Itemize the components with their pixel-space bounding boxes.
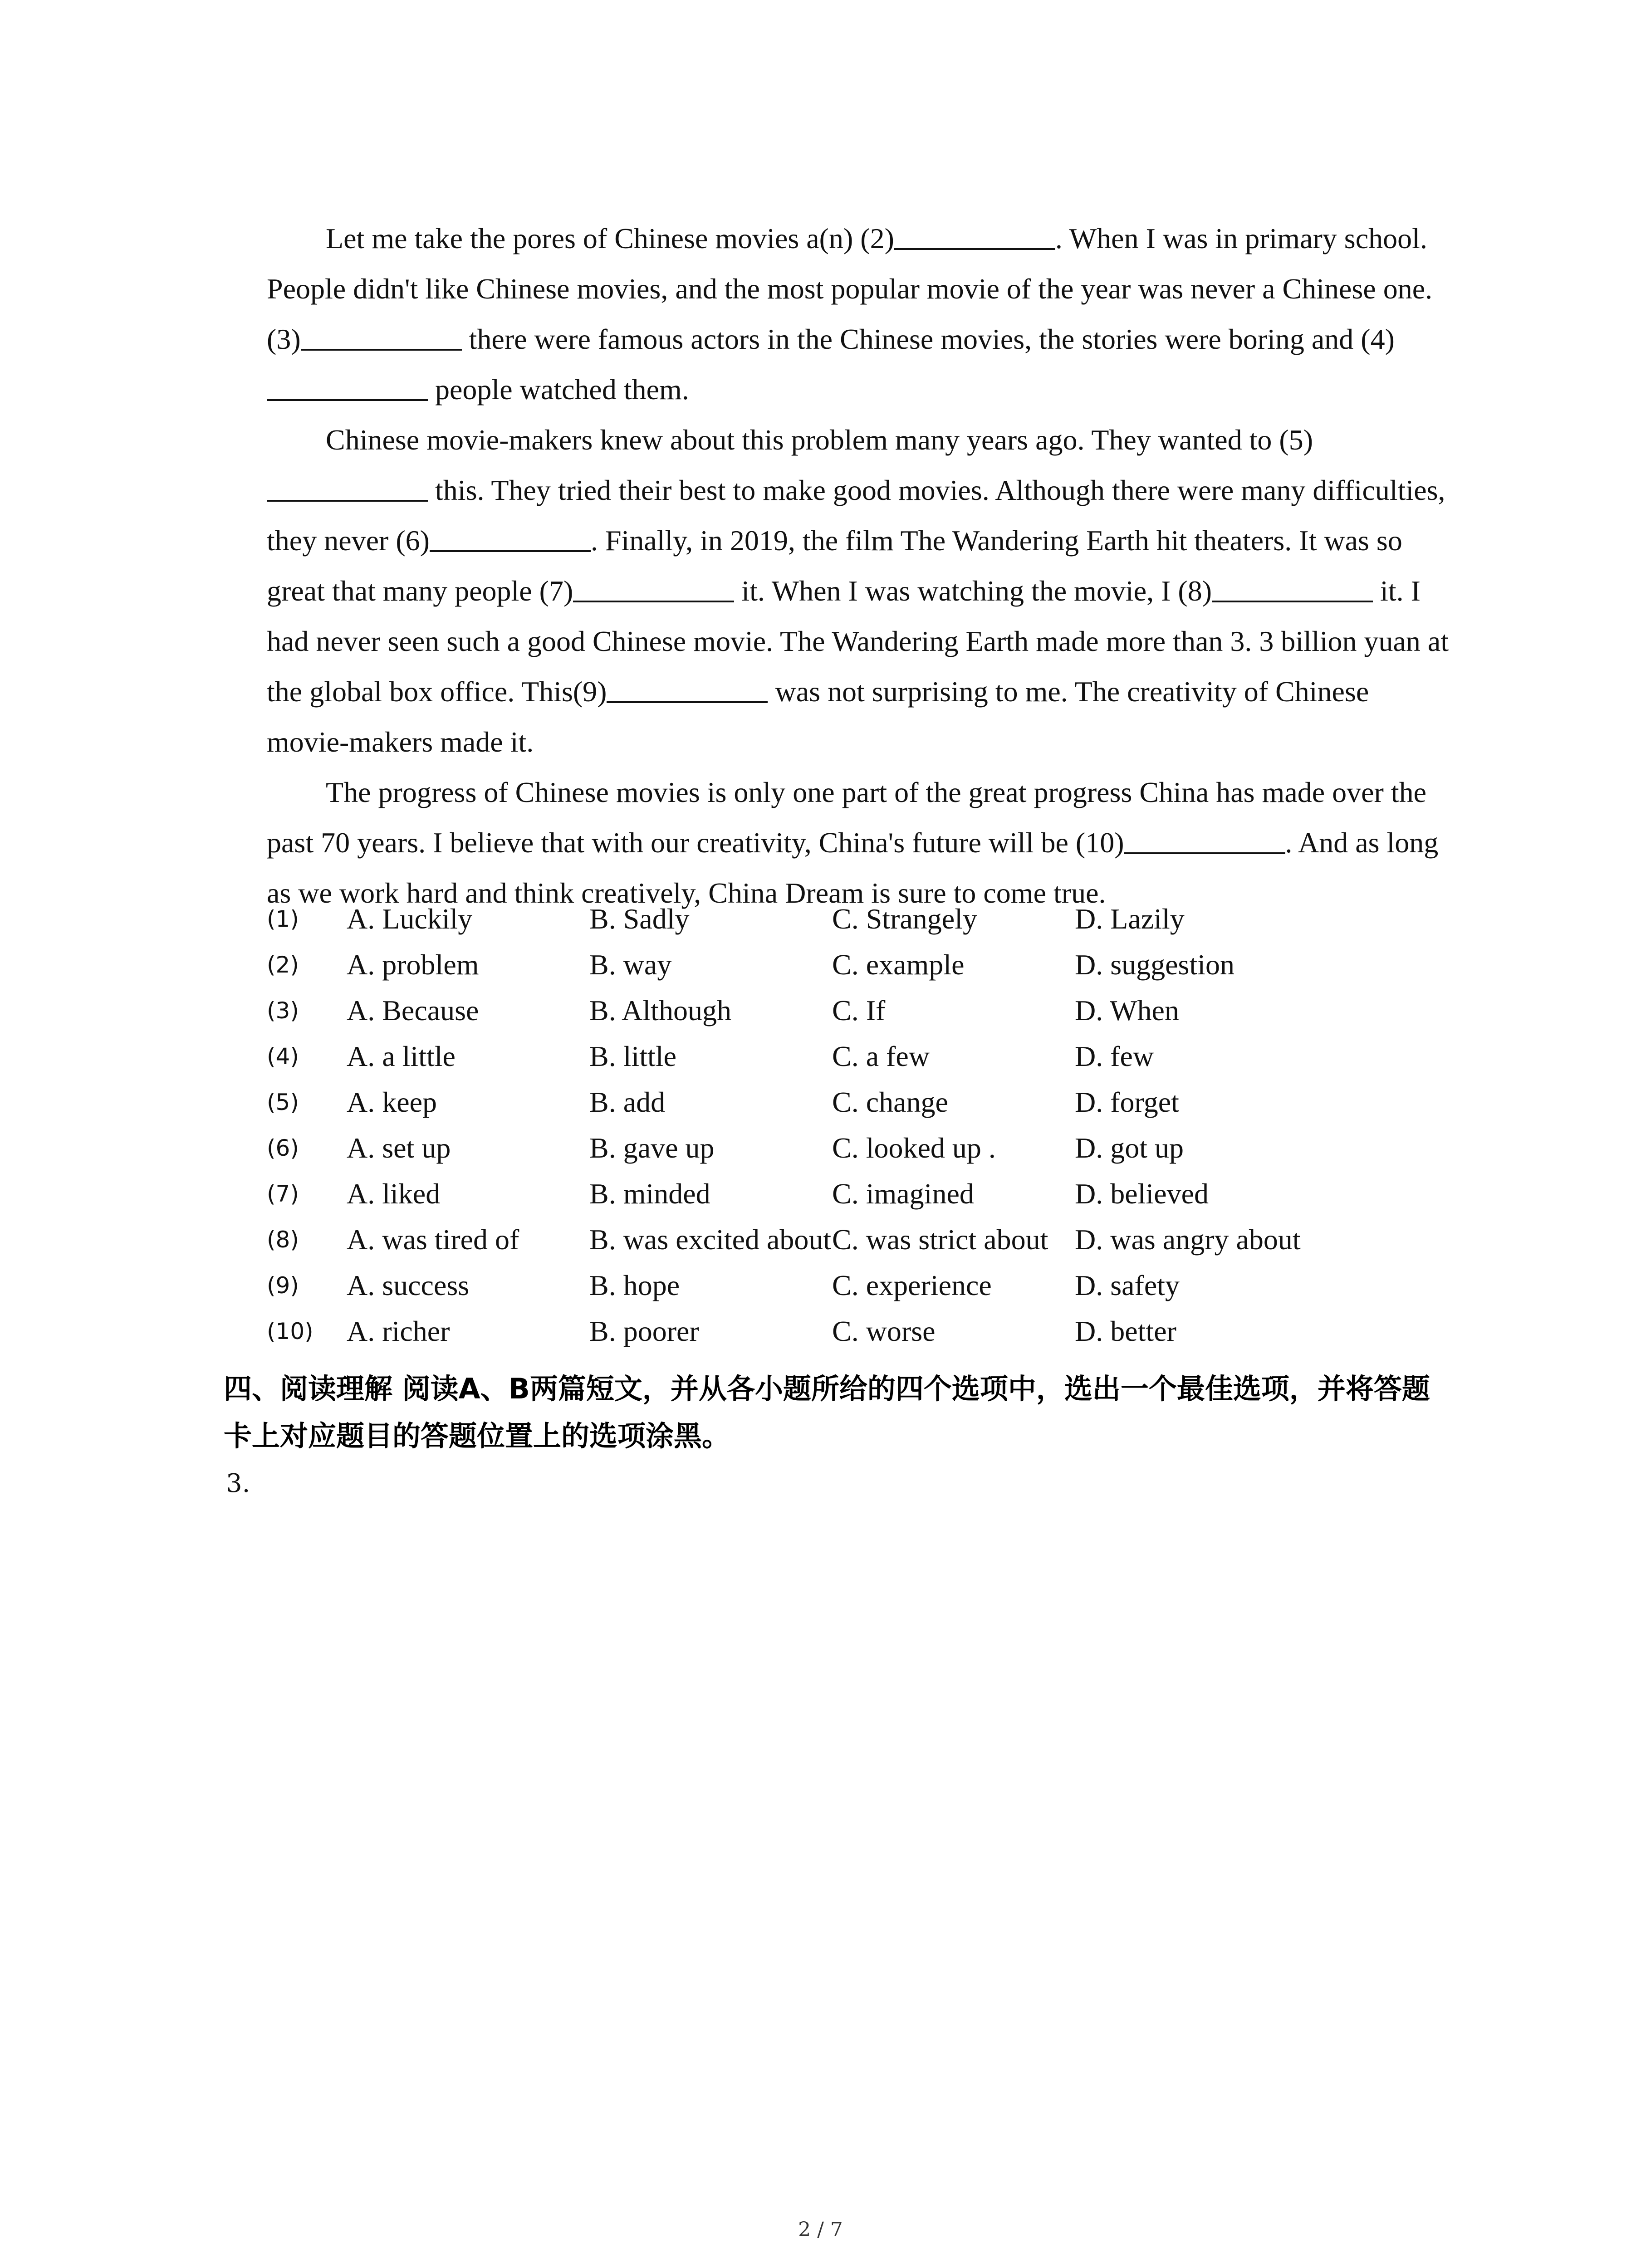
question-row [267,1308,1492,1354]
passage-text: The progress of Chinese movies is only one part of the great progress China has made over the past 70 years. I believe that with our creativity, China's future will be (10) [267,776,1427,859]
passage-text: . Finally, in 2019, the film The Wandering Earth hit theaters. It was so great that many people (7) [267,524,1402,607]
cloze-passage [267,213,1455,918]
option-b: B. hope [589,1269,680,1301]
question-number: (4) [267,1043,299,1070]
passage-text: this. They tried their best to make good movies. Although there were many difficulties, they never (6) [267,474,1445,557]
question-number: (2) [267,951,299,978]
answer-blank-5 [267,471,428,502]
passage-text: . And as long as we work hard and think creatively, China Dream is sure to come true. [267,826,1439,909]
question-number: (7) [267,1180,299,1207]
passage-paragraph-2 [267,415,1455,767]
option-d: D. suggestion [1075,948,1234,981]
answer-blank-3 [301,320,462,351]
option-d: D. was angry about [1075,1223,1301,1256]
option-a: A. set up [347,1131,451,1164]
option-a: A. success [347,1269,470,1301]
option-a: A. Because [347,994,479,1026]
option-d: D. got up [1075,1131,1184,1164]
option-b: B. gave up [589,1131,715,1164]
question-number: (3) [267,997,299,1024]
option-b: B. little [589,1040,676,1072]
option-a: A. Luckily [347,902,473,935]
passage-text: Let me take the pores of Chinese movies a(n) (2) [326,222,894,254]
option-c: C. worse [832,1315,936,1347]
question-row [267,1262,1492,1308]
page-number: 2 / 7 [798,2218,843,2241]
question-number: (1) [267,905,299,932]
option-b: B. was excited about [589,1223,832,1256]
passage-text: it. I had never seen such a good Chinese movie. The Wandering Earth made more than 3. 3 billion yuan at the global box office. This(9) [267,575,1449,708]
answer-blank-4 [267,370,428,401]
option-a: A. a little [347,1040,456,1072]
question-number: (10) [267,1318,314,1344]
passage-text: Chinese movie-makers knew about this problem many years ago. They wanted to (5) [326,424,1313,456]
option-c: C. change [832,1085,948,1118]
option-a: A. keep [347,1085,437,1118]
option-b: B. poorer [589,1315,699,1347]
section-heading: 四、阅读理解 阅读A、B两篇短文，并从各小题所给的四个选项中，选出一个最佳选项，并将答题卡上对应题目的答题位置上的选项涂黑。 [224,1372,1430,1452]
answer-blank-2 [894,219,1055,250]
question-row [267,942,1492,987]
question-row [267,1125,1492,1171]
passage-text: people watched them. [428,373,689,406]
question-number-label: 3. [226,1469,250,1498]
option-b: B. Sadly [589,902,690,935]
option-c: C. If [832,994,886,1026]
answer-blank-8 [1212,572,1373,602]
option-d: D. safety [1075,1269,1180,1301]
answer-options [267,896,1492,1354]
option-d: D. When [1075,994,1179,1026]
passage-text: there were famous actors in the Chinese movies, the stories were boring and (4) [461,323,1395,355]
passage-text: . When I was in primary school. People didn't like Chinese movies, and the most popular movie of the year was never a Chinese one. (3) [267,222,1433,355]
passage-paragraph-1 [267,213,1455,415]
option-c: C. example [832,948,965,981]
passage-text: it. When I was watching the movie, I (8) [734,575,1212,607]
question-row [267,1079,1492,1125]
question-number: (5) [267,1089,299,1115]
option-b: B. Although [589,994,731,1026]
option-d: D. few [1075,1040,1154,1072]
answer-blank-6 [430,521,591,552]
option-a: A. was tired of [347,1223,519,1256]
option-d: D. Lazily [1075,902,1185,935]
option-a: A. problem [347,948,479,981]
option-b: B. add [589,1085,666,1118]
option-b: B. way [589,948,672,981]
option-d: D. forget [1075,1085,1179,1118]
answer-blank-9 [607,672,768,703]
option-c: C. looked up . [832,1131,996,1164]
option-c: C. a few [832,1040,930,1072]
question-row [267,1171,1492,1217]
question-row [267,987,1492,1033]
question-number: (9) [267,1272,299,1299]
answer-blank-10 [1124,823,1285,854]
question-row [267,896,1492,942]
option-a: A. richer [347,1315,450,1347]
answer-blank-7 [573,572,734,602]
option-c: C. experience [832,1269,992,1301]
option-b: B. minded [589,1177,710,1210]
option-c: C. was strict about [832,1223,1048,1256]
question-row [267,1217,1492,1262]
passage-text: was not surprising to me. The creativity of Chinese movie-makers made it. [267,675,1369,758]
option-c: C. imagined [832,1177,974,1210]
option-a: A. liked [347,1177,441,1210]
question-number: (6) [267,1134,299,1161]
question-row [267,1033,1492,1079]
option-d: D. better [1075,1315,1176,1347]
question-number: (8) [267,1226,299,1253]
option-c: C. Strangely [832,902,977,935]
option-d: D. believed [1075,1177,1209,1210]
